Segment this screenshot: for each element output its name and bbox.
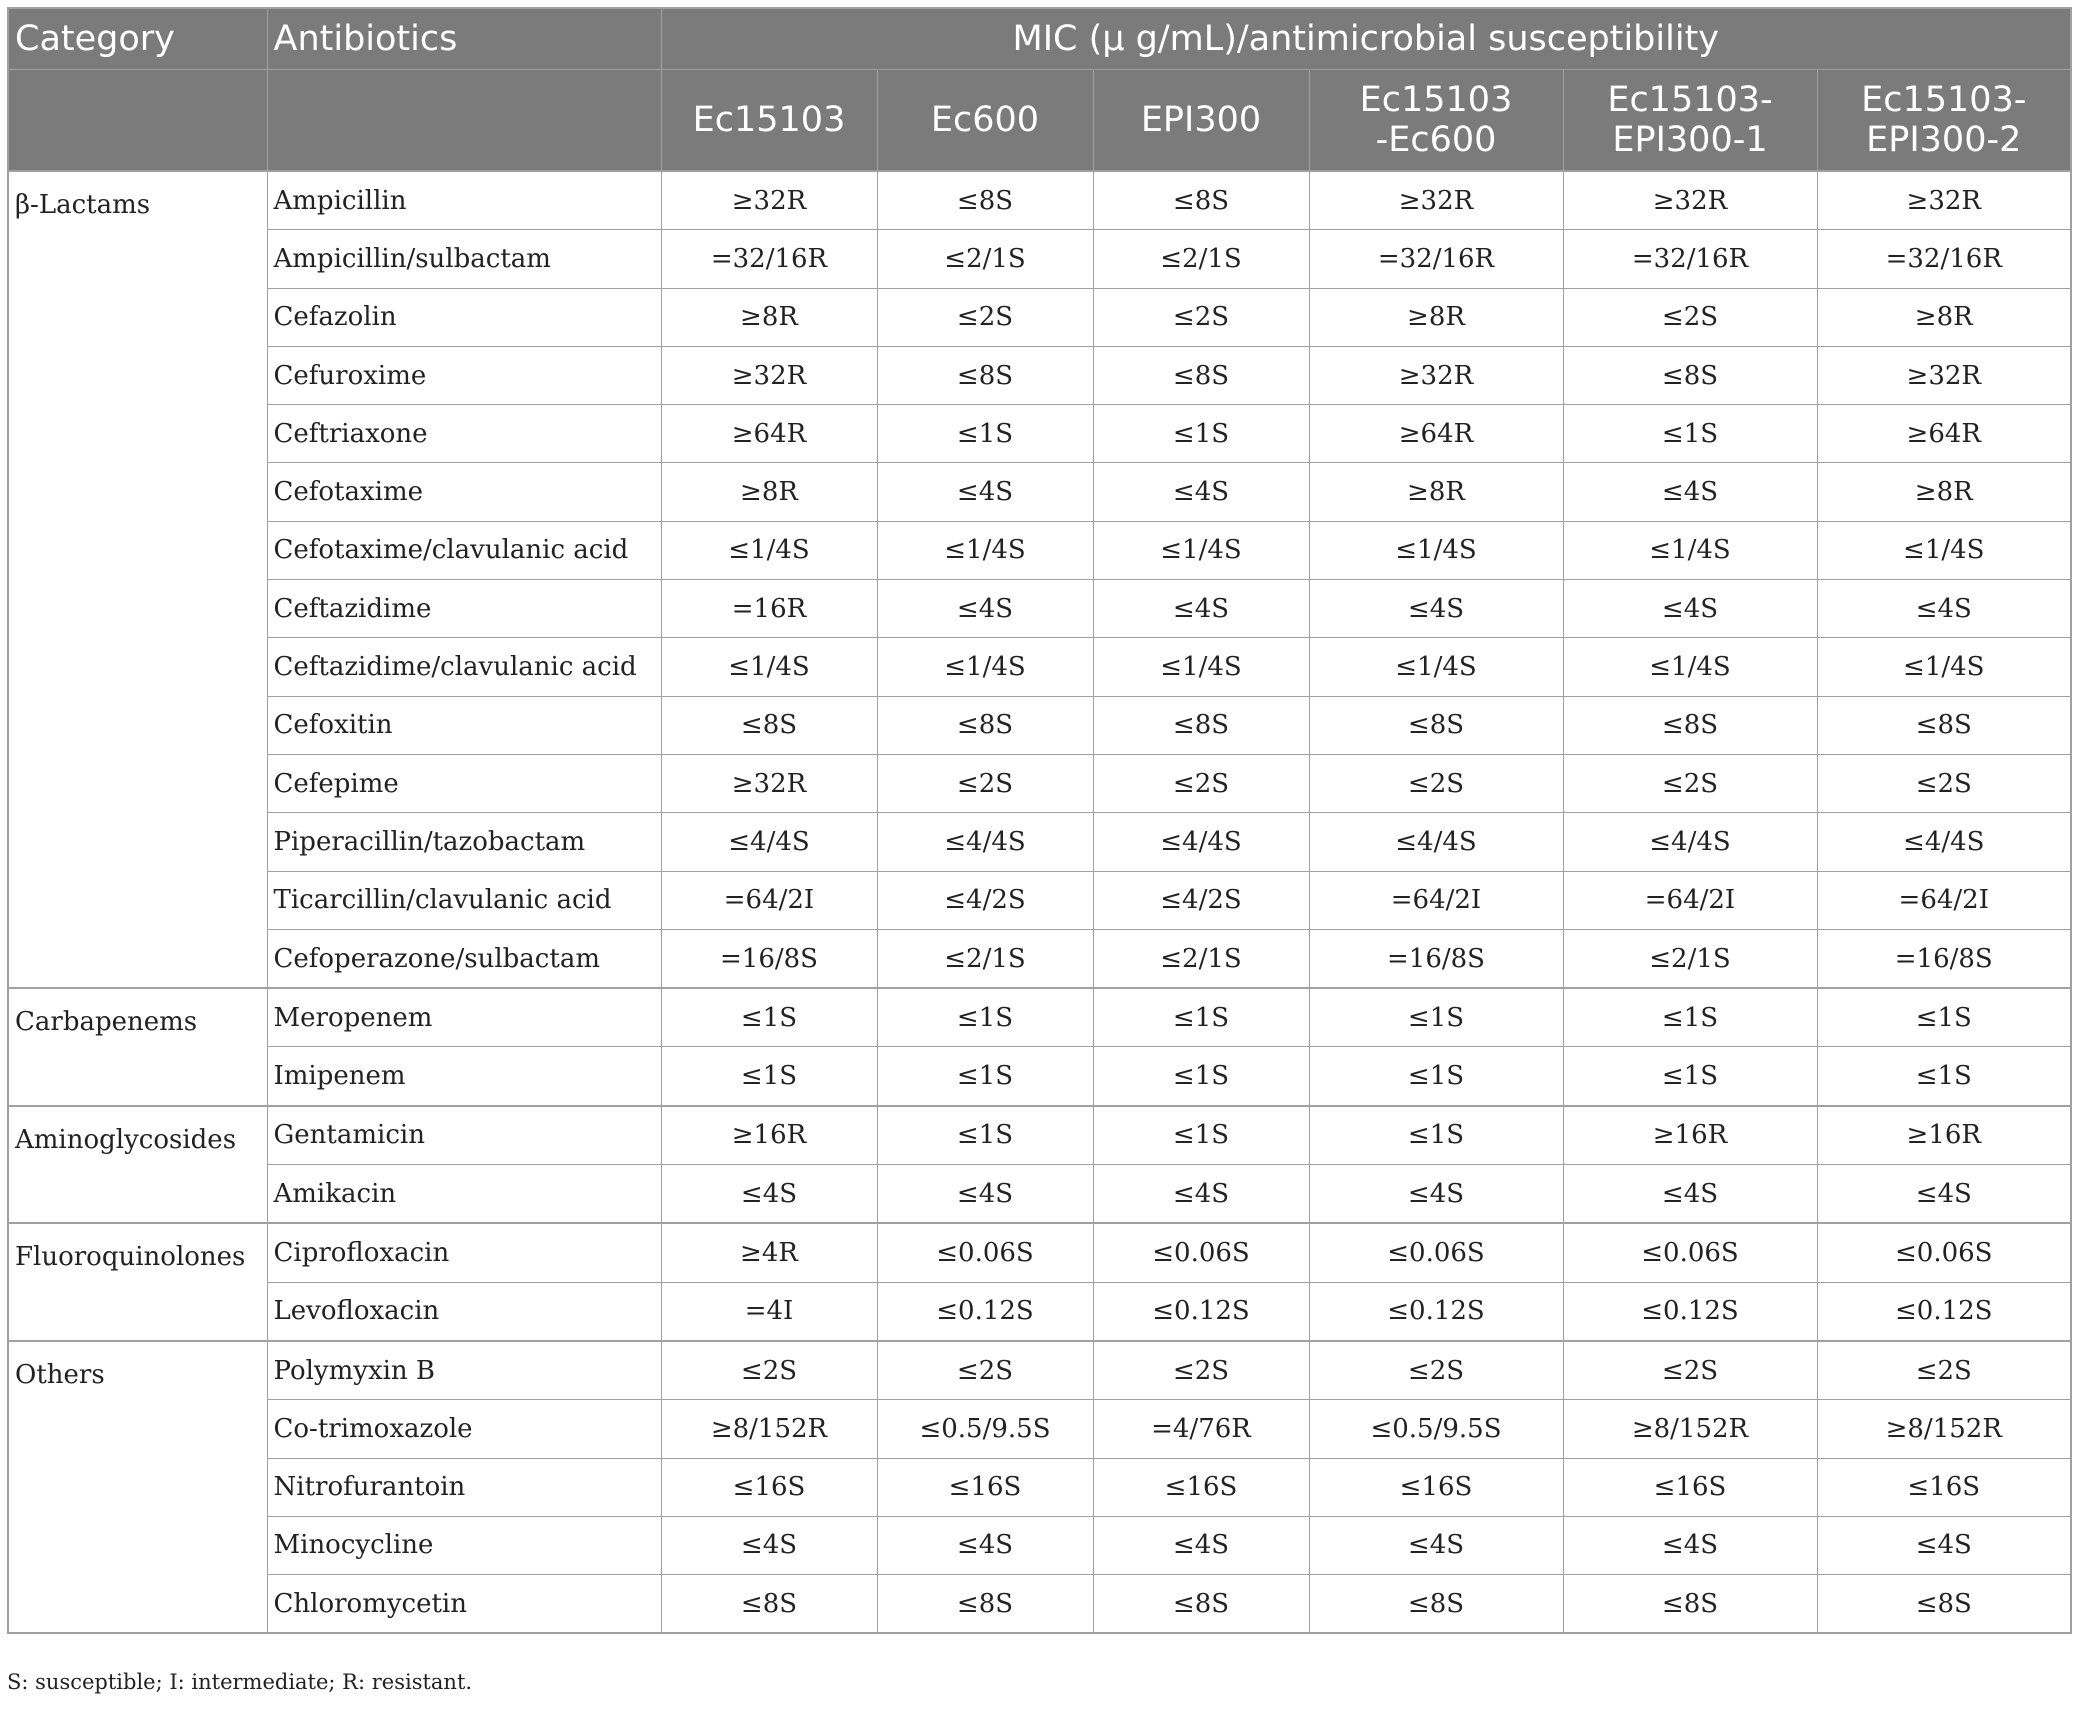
mic-value-cell: ≤4/4S: [661, 813, 877, 871]
mic-value-cell: ≥8/152R: [1817, 1400, 2071, 1458]
table-row: [8, 1516, 2071, 1574]
strain-header-line: Ec15103-: [1861, 80, 2027, 120]
table-footnote: S: susceptible; I: intermediate; R: resistant.: [7, 1670, 473, 1694]
antibiotic-cell: Cefoperazone/sulbactam: [267, 929, 661, 988]
strain-header-line: Ec15103: [692, 100, 846, 140]
antibiotics-column-header: Antibiotics: [267, 8, 661, 70]
mic-value-cell: ≤1/4S: [1563, 521, 1817, 579]
mic-value-cell: ≤0.06S: [877, 1223, 1093, 1282]
table-row: [8, 1223, 2071, 1282]
table-row: [8, 988, 2071, 1047]
mic-value-cell: =4/76R: [1093, 1400, 1309, 1458]
antibiotic-cell: Levofloxacin: [267, 1282, 661, 1341]
table-row: [8, 580, 2071, 638]
mic-value-cell: ≤16S: [1093, 1458, 1309, 1516]
mic-value-cell: ≤2S: [1309, 1341, 1563, 1400]
mic-value-cell: ≤1S: [1817, 1047, 2071, 1106]
table-row: [8, 696, 2071, 754]
antibiotic-cell: Imipenem: [267, 1047, 661, 1106]
strain-column-header: [1817, 70, 2071, 172]
strain-column-header: [1093, 70, 1309, 172]
mic-value-cell: ≤16S: [1817, 1458, 2071, 1516]
category-cell: Fluoroquinolones: [8, 1223, 267, 1341]
mic-value-cell: ≤2S: [1563, 1341, 1817, 1400]
mic-value-cell: ≤4S: [1817, 580, 2071, 638]
table-row: [8, 1458, 2071, 1516]
strain-column-header: [877, 70, 1093, 172]
mic-value-cell: ≥8R: [661, 463, 877, 521]
mic-value-cell: ≤4/4S: [1563, 813, 1817, 871]
mic-value-cell: ≤4S: [1563, 580, 1817, 638]
antibiotic-cell: Amikacin: [267, 1165, 661, 1224]
mic-value-cell: ≤4/4S: [1093, 813, 1309, 871]
mic-value-cell: ≤2S: [877, 288, 1093, 346]
mic-value-cell: ≤4S: [877, 580, 1093, 638]
antibiotic-cell: Ampicillin: [267, 171, 661, 230]
mic-value-cell: ≤4S: [1093, 580, 1309, 638]
antibiotic-cell: Ceftazidime: [267, 580, 661, 638]
table-row: [8, 1282, 2071, 1341]
strain-header-line: Ec15103-: [1607, 80, 1773, 120]
mic-value-cell: =16/8S: [1817, 929, 2071, 988]
table-row: [8, 463, 2071, 521]
mic-value-cell: ≥32R: [1817, 171, 2071, 230]
mic-value-cell: ≥32R: [661, 346, 877, 404]
mic-value-cell: ≤8S: [877, 346, 1093, 404]
mic-value-cell: ≤2/1S: [1093, 929, 1309, 988]
antibiotic-cell: Cefepime: [267, 754, 661, 812]
antibiotic-cell: Nitrofurantoin: [267, 1458, 661, 1516]
mic-value-cell: ≤16S: [1309, 1458, 1563, 1516]
table-row: [8, 1106, 2071, 1165]
antibiotic-cell: Co-trimoxazole: [267, 1400, 661, 1458]
mic-value-cell: ≤1S: [877, 1106, 1093, 1165]
antibiotic-cell: Piperacillin/tazobactam: [267, 813, 661, 871]
antibiotic-cell: Cefoxitin: [267, 696, 661, 754]
mic-value-cell: ≤4/4S: [1309, 813, 1563, 871]
mic-value-cell: ≤8S: [1817, 696, 2071, 754]
mic-value-cell: =16/8S: [661, 929, 877, 988]
mic-value-cell: =16/8S: [1309, 929, 1563, 988]
antibiotic-cell: Ticarcillin/clavulanic acid: [267, 871, 661, 929]
table-row: [8, 1341, 2071, 1400]
mic-value-cell: ≤0.06S: [1817, 1223, 2071, 1282]
strain-column-header: [661, 70, 877, 172]
strain-column-header: [1563, 70, 1817, 172]
mic-value-cell: ≤8S: [661, 1575, 877, 1634]
mic-value-cell: ≤4S: [1563, 463, 1817, 521]
mic-value-cell: ≤2S: [1093, 288, 1309, 346]
mic-value-cell: ≤2S: [1093, 1341, 1309, 1400]
mic-value-cell: ≥64R: [1817, 405, 2071, 463]
mic-value-cell: ≤16S: [1563, 1458, 1817, 1516]
mic-value-cell: ≥32R: [1817, 346, 2071, 404]
mic-value-cell: ≤0.12S: [1817, 1282, 2071, 1341]
mic-value-cell: ≤4S: [1817, 1165, 2071, 1224]
mic-value-cell: ≤8S: [877, 171, 1093, 230]
mic-value-cell: =32/16R: [1817, 230, 2071, 288]
strain-header-line: -Ec600: [1375, 120, 1497, 160]
mic-value-cell: ≤1/4S: [1093, 638, 1309, 696]
mic-value-cell: ≤4/2S: [877, 871, 1093, 929]
table-row: [8, 754, 2071, 812]
mic-value-cell: ≤16S: [877, 1458, 1093, 1516]
mic-value-cell: =64/2I: [1309, 871, 1563, 929]
category-column-header: Category: [8, 8, 267, 70]
mic-value-cell: ≥8R: [1309, 463, 1563, 521]
mic-value-cell: ≤2/1S: [1093, 230, 1309, 288]
mic-value-cell: ≤0.06S: [1309, 1223, 1563, 1282]
mic-value-cell: ≤4S: [1563, 1165, 1817, 1224]
table-wrapper: [7, 7, 2070, 1634]
mic-value-cell: ≤1/4S: [877, 638, 1093, 696]
mic-value-cell: ≤2S: [661, 1341, 877, 1400]
strain-header-line: Ec600: [930, 100, 1040, 140]
antibiotic-cell: Cefuroxime: [267, 346, 661, 404]
table-row: [8, 929, 2071, 988]
mic-value-cell: ≤0.06S: [1563, 1223, 1817, 1282]
strain-header-line: EPI300-2: [1866, 120, 2022, 160]
mic-value-cell: ≤1S: [1309, 1106, 1563, 1165]
antibiotic-cell: Polymyxin B: [267, 1341, 661, 1400]
mic-value-cell: ≥8R: [1817, 288, 2071, 346]
mic-value-cell: ≥32R: [661, 754, 877, 812]
mic-value-cell: ≤4S: [1563, 1516, 1817, 1574]
mic-value-cell: ≤4S: [661, 1165, 877, 1224]
category-cell: Carbapenems: [8, 988, 267, 1106]
table-row: [8, 171, 2071, 230]
mic-value-cell: ≤4/2S: [1093, 871, 1309, 929]
mic-value-cell: ≤1S: [1563, 405, 1817, 463]
table-row: [8, 813, 2071, 871]
mic-value-cell: ≤1S: [1309, 988, 1563, 1047]
mic-value-cell: ≤4/4S: [877, 813, 1093, 871]
table-row: [8, 638, 2071, 696]
mic-value-cell: ≤1/4S: [1563, 638, 1817, 696]
blank-header-cell: [8, 70, 267, 172]
table-row: [8, 521, 2071, 579]
mic-value-cell: ≥4R: [661, 1223, 877, 1282]
mic-value-cell: ≤2S: [877, 1341, 1093, 1400]
table-row: [8, 230, 2071, 288]
mic-value-cell: ≤8S: [877, 1575, 1093, 1634]
mic-value-cell: ≤0.12S: [877, 1282, 1093, 1341]
mic-value-cell: ≤1/4S: [661, 521, 877, 579]
mic-value-cell: ≤0.5/9.5S: [877, 1400, 1093, 1458]
mic-value-cell: ≤1S: [1563, 1047, 1817, 1106]
category-cell: Aminoglycosides: [8, 1106, 267, 1224]
mic-group-header: MIC (μ g/mL)/antimicrobial susceptibility: [661, 8, 2071, 70]
mic-value-cell: ≤4S: [1309, 1165, 1563, 1224]
antibiotic-cell: Chloromycetin: [267, 1575, 661, 1634]
mic-value-cell: ≤1/4S: [661, 638, 877, 696]
table-row: [8, 871, 2071, 929]
mic-value-cell: ≤4S: [1093, 463, 1309, 521]
mic-value-cell: ≤1S: [1093, 988, 1309, 1047]
mic-value-cell: =64/2I: [1563, 871, 1817, 929]
mic-value-cell: ≤1S: [1093, 1047, 1309, 1106]
mic-value-cell: ≤4S: [661, 1516, 877, 1574]
mic-value-cell: ≤0.12S: [1563, 1282, 1817, 1341]
mic-value-cell: ≤1/4S: [1817, 638, 2071, 696]
antibiotic-cell: Ceftriaxone: [267, 405, 661, 463]
mic-value-cell: ≤8S: [1817, 1575, 2071, 1634]
mic-value-cell: ≤1S: [1817, 988, 2071, 1047]
strain-header-line: EPI300-1: [1612, 120, 1768, 160]
strain-header-line: Ec15103: [1359, 80, 1513, 120]
mic-value-cell: ≤8S: [877, 696, 1093, 754]
mic-value-cell: ≤1S: [1309, 1047, 1563, 1106]
mic-value-cell: ≤4S: [1309, 1516, 1563, 1574]
mic-value-cell: ≥16R: [1563, 1106, 1817, 1165]
mic-value-cell: ≤2S: [1093, 754, 1309, 812]
mic-value-cell: ≤1S: [1093, 405, 1309, 463]
mic-value-cell: ≥32R: [661, 171, 877, 230]
strain-column-header: [1309, 70, 1563, 172]
mic-value-cell: ≤1/4S: [1093, 521, 1309, 579]
table-body: [8, 171, 2071, 1633]
table-row: [8, 1165, 2071, 1224]
mic-value-cell: ≤0.12S: [1309, 1282, 1563, 1341]
mic-value-cell: ≤1S: [877, 1047, 1093, 1106]
mic-value-cell: ≤1S: [1093, 1106, 1309, 1165]
mic-value-cell: ≤1/4S: [1309, 521, 1563, 579]
mic-value-cell: ≤1/4S: [877, 521, 1093, 579]
antibiotic-cell: Ceftazidime/clavulanic acid: [267, 638, 661, 696]
mic-table: [7, 7, 2072, 1634]
mic-value-cell: ≤8S: [1563, 346, 1817, 404]
antibiotic-cell: Cefazolin: [267, 288, 661, 346]
mic-value-cell: ≥64R: [1309, 405, 1563, 463]
mic-value-cell: ≤4S: [1093, 1516, 1309, 1574]
mic-value-cell: ≤4S: [1817, 1516, 2071, 1574]
mic-value-cell: ≤8S: [1093, 171, 1309, 230]
mic-value-cell: ≤1S: [877, 405, 1093, 463]
mic-value-cell: ≤8S: [1309, 696, 1563, 754]
mic-value-cell: ≤4S: [877, 463, 1093, 521]
mic-value-cell: ≤2S: [1563, 288, 1817, 346]
strain-header-row: [8, 70, 2071, 172]
blank-header-cell: [267, 70, 661, 172]
mic-value-cell: ≤2S: [1309, 754, 1563, 812]
mic-value-cell: ≥16R: [1817, 1106, 2071, 1165]
mic-value-cell: ≥8/152R: [661, 1400, 877, 1458]
table-row: [8, 346, 2071, 404]
mic-value-cell: ≤4S: [1309, 580, 1563, 638]
antibiotic-cell: Meropenem: [267, 988, 661, 1047]
mic-value-cell: ≤0.5/9.5S: [1309, 1400, 1563, 1458]
table-row: [8, 1400, 2071, 1458]
mic-value-cell: ≤4/4S: [1817, 813, 2071, 871]
mic-value-cell: ≤8S: [1093, 1575, 1309, 1634]
antibiotic-cell: Ampicillin/sulbactam: [267, 230, 661, 288]
mic-value-cell: ≤1S: [1563, 988, 1817, 1047]
mic-value-cell: ≤2/1S: [1563, 929, 1817, 988]
mic-value-cell: ≤2/1S: [877, 230, 1093, 288]
mic-value-cell: ≤2S: [1563, 754, 1817, 812]
mic-value-cell: =16R: [661, 580, 877, 638]
table-row: [8, 1047, 2071, 1106]
antibiotic-cell: Cefotaxime: [267, 463, 661, 521]
mic-value-cell: ≤1/4S: [1817, 521, 2071, 579]
mic-value-cell: ≥8R: [1817, 463, 2071, 521]
antibiotic-cell: Gentamicin: [267, 1106, 661, 1165]
category-cell: Others: [8, 1341, 267, 1633]
mic-value-cell: =4I: [661, 1282, 877, 1341]
mic-value-cell: ≤8S: [1093, 346, 1309, 404]
mic-value-cell: =32/16R: [1563, 230, 1817, 288]
mic-value-cell: ≥16R: [661, 1106, 877, 1165]
mic-value-cell: ≤2/1S: [877, 929, 1093, 988]
category-cell: β-Lactams: [8, 171, 267, 988]
mic-value-cell: ≥32R: [1309, 346, 1563, 404]
antibiotic-cell: Ciprofloxacin: [267, 1223, 661, 1282]
mic-value-cell: ≥32R: [1309, 171, 1563, 230]
mic-value-cell: ≤0.06S: [1093, 1223, 1309, 1282]
mic-value-cell: =32/16R: [1309, 230, 1563, 288]
mic-value-cell: =64/2I: [1817, 871, 2071, 929]
mic-value-cell: ≤8S: [1563, 1575, 1817, 1634]
mic-value-cell: ≤4S: [1093, 1165, 1309, 1224]
mic-value-cell: ≤8S: [1563, 696, 1817, 754]
mic-value-cell: ≤1S: [661, 988, 877, 1047]
strain-header-line: EPI300: [1140, 100, 1262, 140]
mic-value-cell: =64/2I: [661, 871, 877, 929]
mic-value-cell: ≥8R: [661, 288, 877, 346]
mic-value-cell: ≤16S: [661, 1458, 877, 1516]
mic-value-cell: ≤0.12S: [1093, 1282, 1309, 1341]
mic-value-cell: ≥32R: [1563, 171, 1817, 230]
antibiotic-cell: Minocycline: [267, 1516, 661, 1574]
mic-value-cell: ≥8/152R: [1563, 1400, 1817, 1458]
mic-value-cell: ≤4S: [877, 1516, 1093, 1574]
mic-value-cell: ≤2S: [1817, 1341, 2071, 1400]
antibiotic-cell: Cefotaxime/clavulanic acid: [267, 521, 661, 579]
table-row: [8, 405, 2071, 463]
mic-value-cell: ≤2S: [877, 754, 1093, 812]
table-header: [8, 8, 2071, 171]
table-row: [8, 1575, 2071, 1634]
mic-value-cell: ≤2S: [1817, 754, 2071, 812]
mic-value-cell: ≤1S: [661, 1047, 877, 1106]
mic-value-cell: =32/16R: [661, 230, 877, 288]
table-row: [8, 288, 2071, 346]
mic-value-cell: ≤4S: [877, 1165, 1093, 1224]
mic-value-cell: ≤1/4S: [1309, 638, 1563, 696]
mic-value-cell: ≥8R: [1309, 288, 1563, 346]
mic-value-cell: ≥64R: [661, 405, 877, 463]
mic-value-cell: ≤8S: [661, 696, 877, 754]
mic-value-cell: ≤8S: [1309, 1575, 1563, 1634]
mic-value-cell: ≤8S: [1093, 696, 1309, 754]
mic-value-cell: ≤1S: [877, 988, 1093, 1047]
